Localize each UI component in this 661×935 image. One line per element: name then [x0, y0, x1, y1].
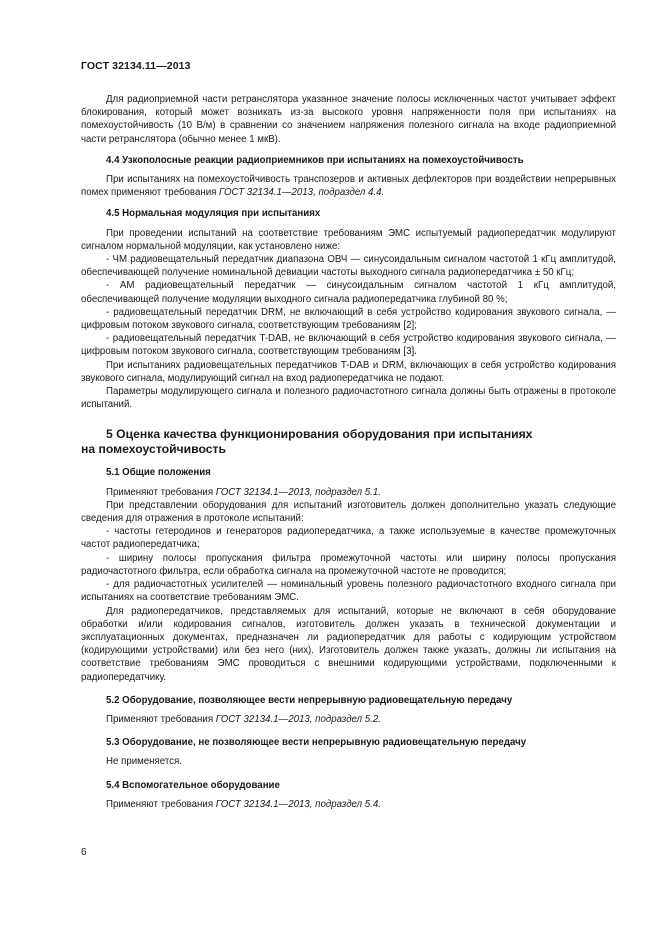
- paragraph-text: Применяют требования: [106, 713, 216, 725]
- paragraph: Не применяется.: [106, 756, 182, 768]
- list-item: - частоты гетеродинов и генераторов радиопередатчика, а также используемые в качестве промежуточных частот радиопередатчика;: [81, 526, 616, 551]
- list-item: - АМ радиовещательный передатчик — синусоидальным сигналом частотой 1 кГц амплитудой, обеспечивающей получение модуляции выходного сигнала радиопередатчика глубиной 80 %;: [81, 280, 616, 305]
- section-heading-line-1: 5 Оценка качества функционирования оборудования при испытаниях: [106, 427, 533, 442]
- paragraph: Для радиоприемной части ретранслятора указанное значение полосы исключенных частот учитывает эффект блокирования, который может возникать из-за высокого уровня напряженности поля при испытаниях на помехоустойчивость (10 В/м) в сравнении со значением напряжения полезного сигнала на входе радиоприемной части ретранслятора (обычно менее 1 мкВ).: [81, 94, 616, 145]
- list-item: - для радиочастотных усилителей — номинальный уровень полезного радиочастотного входного сигнала при испытаниях на соответствие требованиям ЭМС.: [81, 579, 616, 604]
- paragraph: При проведении испытаний на соответствие требованиям ЭМС испытуемый радиопередатчик модулируют сигналом нормальной модуляции, как установлено ниже:: [81, 227, 616, 252]
- page-number: 6: [81, 847, 87, 858]
- list-item: - радиовещательный передатчик T-DAB, не включающий в себя устройство кодирования звукового сигнала, — цифровым потоком звукового сигнала, соответствующим требованиям [3].: [81, 333, 616, 358]
- list-item: - ЧМ радиовещательный передатчик диапазона ОВЧ — синусоидальным сигналом частотой 1 кГц амплитудой, обеспечивающей получение номинальной девиации частоты выходного сигнала радиопередатчика ± 50 кГц;: [81, 254, 616, 279]
- section-heading-4-5: 4.5 Нормальная модуляция при испытаниях: [106, 208, 321, 220]
- paragraph: [81, 798, 616, 811]
- document-body: [81, 93, 616, 811]
- paragraph: Для радиопередатчиков, представляемых для испытаний, которые не включают в себя оборудование обработки и/или кодирования сигналов, изготовитель должен указать в технической документации и эксплуатационных документах, предназначен ли радиопередатчик для работы с кодирующим устройством (кодирующими устройствами) или без него (них). Изготовитель должен также указать, должны ли испытания на соответствие требованиям ЭМС проводиться с внешними кодирующими устройствами, подключенными к радиопередатчику.: [81, 605, 616, 683]
- list-item: - ширину полосы пропускания фильтра промежуточной частоты или ширину полосы пропускания радиочастотного фильтра, если обработка сигнала на промежуточной частоте не проводится;: [81, 552, 616, 577]
- paragraph: При представлении оборудования для испытаний изготовитель должен дополнительно указать следующие сведения для отражения в протоколе испытаний:: [81, 499, 616, 525]
- paragraph: Параметры модулирующего сигнала и полезного радиочастотного сигнала должны быть отражены в протоколе испытаний.: [81, 386, 616, 411]
- document-header: ГОСТ 32134.11—2013: [81, 60, 191, 72]
- section-heading-5-3: 5.3 Оборудование, не позволяющее вести непрерывную радиовещательную передачу: [106, 737, 527, 749]
- standard-reference: ГОСТ 32134.1—2013, подраздел 4.4.: [219, 187, 385, 199]
- paragraph: При испытаниях радиовещательных передатчиков T-DAB и DRM, включающих в себя устройство кодирования звукового сигнала, модулирующий сигнал на вход радиопередатчика не подают.: [81, 359, 616, 384]
- standard-reference: ГОСТ 32134.1—2013, подраздел 5.1.: [215, 486, 381, 498]
- list-item: - радиовещательный передатчик DRM, не включающий в себя устройство кодирования звукового сигнала, — цифровым потоком звукового сигнала, соответствующим требованиям [2];: [81, 306, 616, 332]
- standard-reference: ГОСТ 32134.1—2013, подраздел 5.2.: [215, 713, 381, 725]
- section-heading-5: [81, 427, 616, 457]
- paragraph: [81, 713, 616, 726]
- section-heading-5-1: 5.1 Общие положения: [106, 467, 211, 479]
- section-heading-5-2: 5.2 Оборудование, позволяющее вести непрерывную радиовещательную передачу: [106, 694, 513, 706]
- paragraph: [81, 486, 616, 499]
- paragraph: [81, 173, 616, 199]
- paragraph-text: При испытаниях на помехоустойчивость транспозеров и активных дефлекторов при воздействии непрерывных помех применяют требования: [81, 174, 616, 199]
- standard-reference: ГОСТ 32134.1—2013, подраздел 5.4.: [215, 798, 381, 810]
- section-heading-5-4: 5.4 Вспомогательное оборудование: [106, 779, 280, 791]
- section-heading-line-2: на помехоустойчивость: [81, 442, 226, 457]
- section-heading-4-4: 4.4 Узкополосные реакции радиоприемников при испытаниях на помехоустойчивость: [106, 154, 524, 166]
- paragraph-text: Применяют требования: [106, 486, 216, 498]
- paragraph-text: Применяют требования: [106, 798, 216, 810]
